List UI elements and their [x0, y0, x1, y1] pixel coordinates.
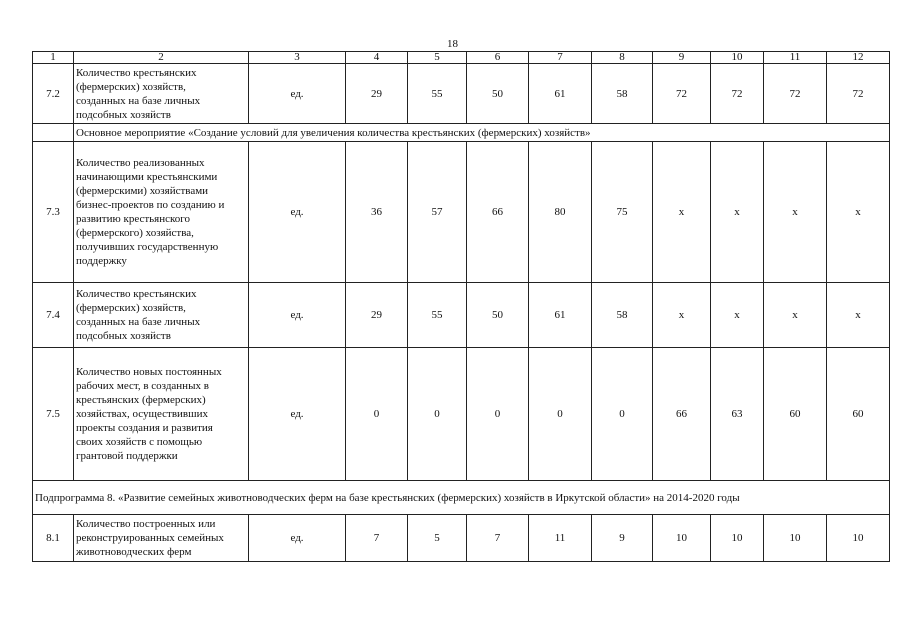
value-cell: х [653, 142, 711, 283]
description-line: созданных на базе личных [76, 316, 201, 328]
value-cell: х [711, 142, 764, 283]
description-line: подсобных хозяйств [76, 108, 171, 121]
column-header: 10 [711, 52, 764, 64]
row-number: 7.2 [33, 64, 74, 124]
value-cell: 7 [467, 515, 529, 562]
value-cell: 5 [408, 515, 467, 562]
description-line: (фермерскими) хозяйствами [76, 185, 209, 197]
description-line: крестьянских (фермерских) [76, 394, 206, 406]
value-cell: 10 [711, 515, 764, 562]
description-line: (фермерского) хозяйства, [76, 227, 194, 239]
description-line: получивших государственную [76, 241, 219, 253]
subprogram-title: Подпрограмма 8. «Развитие семейных животноводческих ферм на базе крестьянских (фермерских) хозяйств в Иркутской области» на 2014-2020 годы [33, 481, 890, 515]
value-cell: 9 [592, 515, 653, 562]
value-cell: х [764, 283, 827, 348]
value-cell: 10 [764, 515, 827, 562]
value-cell: 55 [408, 64, 467, 124]
page-number: 18 [447, 38, 458, 50]
value-cell: 10 [827, 515, 890, 562]
description-line: своих хозяйств с помощью [76, 436, 203, 448]
value-cell: 0 [467, 348, 529, 481]
value-cell: х [827, 142, 890, 283]
indicator-description [74, 348, 249, 481]
column-header: 4 [346, 52, 408, 64]
description-line: созданных на базе личных [76, 94, 201, 107]
value-cell: 11 [529, 515, 592, 562]
subprogram-row [33, 481, 890, 515]
value-cell: 29 [346, 64, 408, 124]
indicators-table [32, 51, 890, 562]
column-header: 11 [764, 52, 827, 64]
description-line: развитию крестьянского [76, 213, 191, 225]
section-spacer [33, 124, 74, 142]
description-line: грантовой поддержки [76, 450, 178, 462]
column-header: 6 [467, 52, 529, 64]
unit-cell: ед. [249, 348, 346, 481]
section-title: Основное мероприятие «Создание условий для увеличения количества крестьянских (фермерских) хозяйств» [74, 124, 890, 142]
unit-cell: ед. [249, 283, 346, 348]
description-line: (фермерских) хозяйств, [76, 302, 186, 314]
description-line: поддержку [76, 255, 127, 267]
description-line: хозяйствах, осуществивших [76, 408, 208, 420]
indicator-description [74, 64, 249, 124]
value-cell: 63 [711, 348, 764, 481]
unit-cell: ед. [249, 64, 346, 124]
value-cell: 36 [346, 142, 408, 283]
description-line: Количество построенных или [76, 518, 216, 530]
value-cell: 0 [592, 348, 653, 481]
value-cell: 72 [827, 64, 890, 124]
description-line: Количество новых постоянных [76, 366, 222, 378]
description-line: бизнес-проектов по созданию и [76, 199, 225, 211]
value-cell: 29 [346, 283, 408, 348]
value-cell: 66 [467, 142, 529, 283]
value-cell: 61 [529, 283, 592, 348]
row-number: 7.4 [33, 283, 74, 348]
description-line: Количество крестьянских [76, 288, 197, 300]
section-row [33, 124, 890, 142]
value-cell: 0 [529, 348, 592, 481]
value-cell: 60 [764, 348, 827, 481]
value-cell: 75 [592, 142, 653, 283]
column-header: 7 [529, 52, 592, 64]
value-cell: 0 [346, 348, 408, 481]
value-cell: х [711, 283, 764, 348]
value-cell: 10 [653, 515, 711, 562]
unit-cell: ед. [249, 142, 346, 283]
row-number: 8.1 [33, 515, 74, 562]
value-cell: 0 [408, 348, 467, 481]
unit-cell: ед. [249, 515, 346, 562]
description-line: начинающими крестьянскими [76, 171, 218, 183]
row-number: 7.5 [33, 348, 74, 481]
value-cell: 72 [764, 64, 827, 124]
value-cell: 72 [711, 64, 764, 124]
description-line: рабочих мест, в созданных в [76, 380, 209, 392]
value-cell: 50 [467, 283, 529, 348]
value-cell: 7 [346, 515, 408, 562]
column-header: 12 [827, 52, 890, 64]
indicator-row [33, 515, 890, 562]
value-cell: 58 [592, 64, 653, 124]
value-cell: 55 [408, 283, 467, 348]
indicator-row [33, 64, 890, 124]
indicator-description [74, 283, 249, 348]
column-header: 2 [74, 52, 249, 64]
row-number: 7.3 [33, 142, 74, 283]
description-line: Количество реализованных [76, 157, 205, 169]
description-line: подсобных хозяйств [76, 330, 171, 342]
value-cell: х [827, 283, 890, 348]
value-cell: 72 [653, 64, 711, 124]
value-cell: 80 [529, 142, 592, 283]
indicator-row [33, 142, 890, 283]
column-header-row [33, 52, 890, 64]
value-cell: 66 [653, 348, 711, 481]
value-cell: 60 [827, 348, 890, 481]
indicator-row [33, 283, 890, 348]
column-header: 1 [33, 52, 74, 64]
value-cell: х [764, 142, 827, 283]
value-cell: 57 [408, 142, 467, 283]
description-line: животноводческих ферм [76, 546, 192, 558]
description-line: Количество крестьянских [76, 66, 197, 79]
value-cell: 61 [529, 64, 592, 124]
description-line: проекты создания и развития [76, 422, 213, 434]
column-header: 8 [592, 52, 653, 64]
description-line: реконструированных семейных [76, 532, 224, 544]
indicator-description [74, 515, 249, 562]
column-header: 9 [653, 52, 711, 64]
value-cell: 58 [592, 283, 653, 348]
value-cell: 50 [467, 64, 529, 124]
column-header: 5 [408, 52, 467, 64]
description-line: (фермерских) хозяйств, [76, 80, 186, 93]
indicator-description [74, 142, 249, 283]
column-header: 3 [249, 52, 346, 64]
value-cell: х [653, 283, 711, 348]
indicator-row [33, 348, 890, 481]
